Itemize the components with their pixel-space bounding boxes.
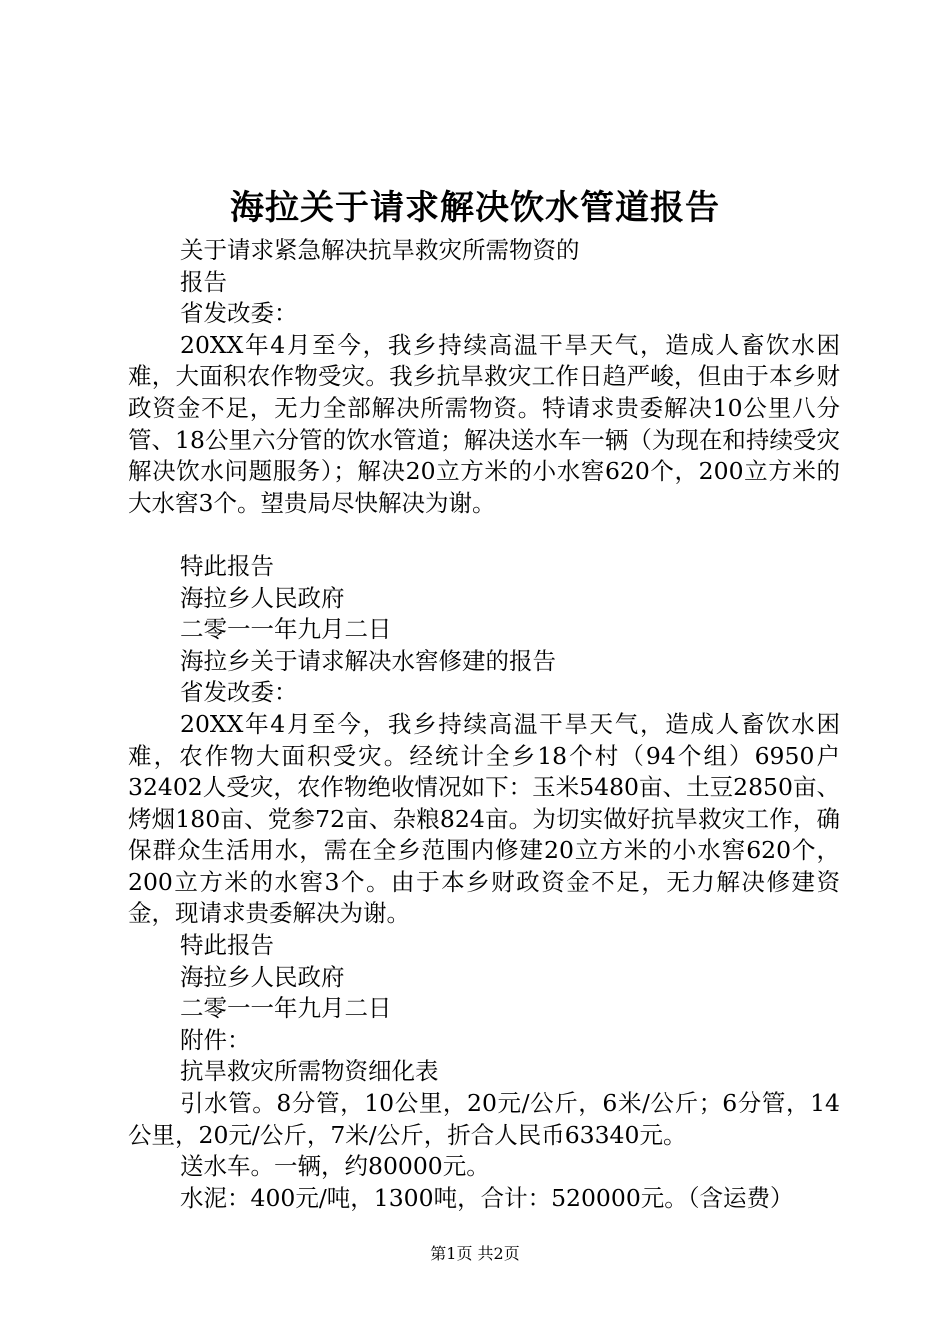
paragraph-spacer bbox=[128, 519, 840, 551]
paragraph-attachment-label: 附件： bbox=[180, 1025, 251, 1054]
paragraph-subtitle-line2: 报告 bbox=[180, 267, 227, 296]
page-number: 第1页 共2页 bbox=[430, 1244, 520, 1263]
paragraph-attachment-title: 抗旱救灾所需物资细化表 bbox=[180, 1057, 439, 1086]
paragraph-signature: 海拉乡人民政府 bbox=[180, 583, 345, 612]
paragraph-subtitle-line1: 关于请求紧急解决抗旱救灾所需物资的 bbox=[180, 236, 580, 264]
paragraph-item-pipe: 引水管。8分管，10公里，20元/公斤，6米/公斤；6分管，14公里，20元/公斤，7米/公斤，折合人民币63340元。 bbox=[128, 1089, 840, 1149]
paragraph-item-cement: 水泥：400元/吨，1300吨，合计：520000元。（含运费） bbox=[180, 1183, 794, 1212]
paragraph-item-truck: 送水车。一辆，约80000元。 bbox=[180, 1152, 490, 1181]
paragraph-body-2: 20XX年4月至今，我乡持续高温干旱天气，造成人畜饮水困难，农作物大面积受灾。经统计全乡18个村（94个组）6950户32402人受灾，农作物绝收情况如下：玉米5480亩、土豆2850亩、烤烟180亩、党参72亩、杂粮824亩。为切实做好抗旱救灾工作，确保群众生活用水，需在全乡范围内修建20立方米的小水窖620个，200立方米的水窖3个。由于本乡财政资金不足，无力解决修建资金，现请求贵委解决为谢。 bbox=[128, 709, 840, 928]
paragraph-body-1: 20XX年4月至今，我乡持续高温干旱天气，造成人畜饮水困难，大面积农作物受灾。我乡抗旱救灾工作日趋严峻，但由于本乡财政资金不足，无力全部解决所需物资。特请求贵委解决10公里八分管、18公里六分管的饮水管道；解决送水车一辆（为现在和持续受灾解决饮水问题服务）；解决20立方米的小水窖620个，200立方米的大水窖3个。望贵局尽快解决为谢。 bbox=[128, 330, 840, 517]
paragraph-closing: 特此报告 bbox=[180, 931, 274, 960]
paragraph-section-title: 海拉乡关于请求解决水窖修建的报告 bbox=[180, 646, 556, 675]
document-title: 海拉关于请求解决饮水管道报告 bbox=[230, 188, 720, 228]
paragraph-signature: 海拉乡人民政府 bbox=[180, 962, 345, 991]
document-body bbox=[128, 235, 840, 1214]
paragraph-addressee: 省发改委： bbox=[180, 678, 298, 707]
paragraph-addressee: 省发改委： bbox=[180, 299, 298, 328]
paragraph-date: 二零一一年九月二日 bbox=[180, 615, 392, 644]
paragraph-closing: 特此报告 bbox=[180, 551, 274, 580]
paragraph-date: 二零一一年九月二日 bbox=[180, 994, 392, 1023]
